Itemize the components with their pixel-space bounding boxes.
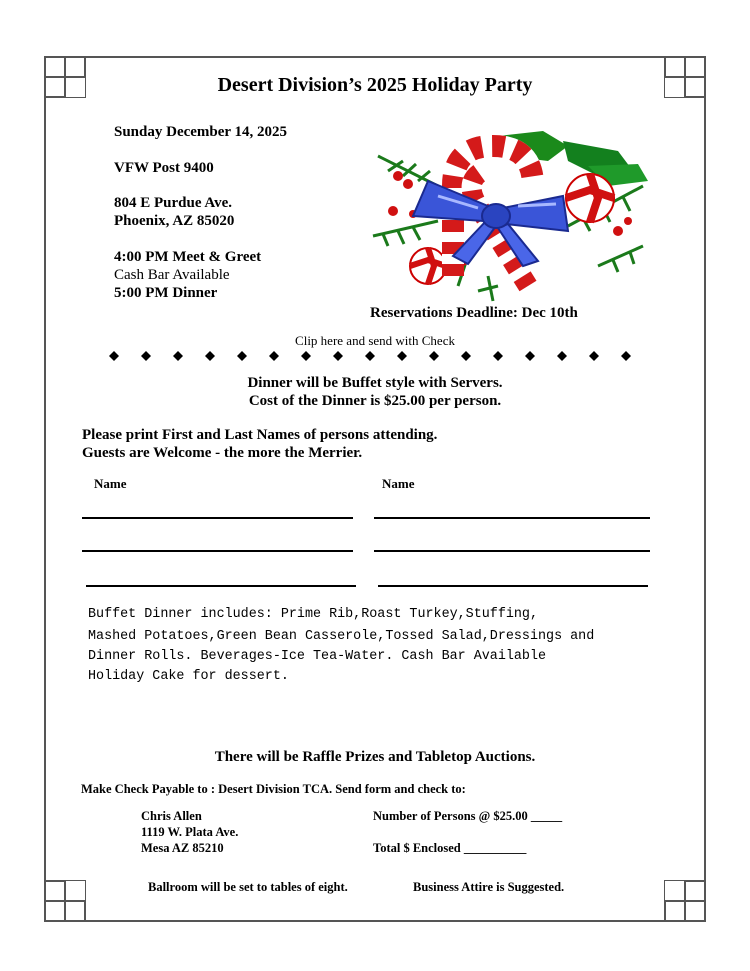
divider-diamond: [589, 351, 599, 361]
meet-greet-time: 4:00 PM Meet & Greet: [114, 249, 262, 265]
total-enclosed-field[interactable]: Total $ Enclosed __________: [373, 841, 527, 855]
name-line[interactable]: [378, 585, 648, 587]
divider-diamond: [557, 351, 567, 361]
payable-instruction: Make Check Payable to : Desert Division TCA. Send form and check to:: [81, 782, 466, 796]
name-line[interactable]: [82, 550, 353, 552]
raffle-note: There will be Raffle Prizes and Tabletop Auctions.: [214, 749, 536, 765]
divider-diamond: [525, 351, 535, 361]
corner-ornament-bottom-left: [44, 880, 86, 922]
buffet-menu-line: Dinner Rolls. Beverages-Ice Tea-Water. Cash Bar Available: [88, 649, 547, 664]
divider-diamond: [205, 351, 215, 361]
reservations-deadline: Reservations Deadline: Dec 10th: [370, 305, 578, 321]
name-header-left: Name: [94, 476, 127, 491]
divider-diamond: [493, 351, 503, 361]
divider-diamond: [429, 351, 439, 361]
recipient-city: Mesa AZ 85210: [141, 841, 224, 855]
buffet-menu-line: Mashed Potatoes,Green Bean Casserole,Tossed Salad,Dressings and: [88, 629, 595, 644]
divider-diamond: [173, 351, 183, 361]
divider-diamond: [621, 351, 631, 361]
name-header-right: Name: [382, 476, 415, 491]
divider-diamond: [365, 351, 375, 361]
name-line[interactable]: [82, 517, 353, 519]
clip-instruction: Clip here and send with Check: [295, 333, 455, 348]
name-line[interactable]: [374, 517, 650, 519]
divider-diamond: [301, 351, 311, 361]
dinner-time: 5:00 PM Dinner: [114, 285, 218, 301]
recipient-name: Chris Allen: [141, 809, 202, 823]
event-venue: VFW Post 9400: [114, 160, 214, 176]
page-title: Desert Division’s 2025 Holiday Party: [217, 74, 533, 96]
divider-diamond: [333, 351, 343, 361]
divider-diamond: [141, 351, 151, 361]
divider-diamond: [461, 351, 471, 361]
divider-diamond: [109, 351, 119, 361]
corner-ornament-bottom-right: [664, 880, 706, 922]
dinner-cost: Cost of the Dinner is $25.00 per person.: [248, 393, 502, 409]
dinner-style: Dinner will be Buffet style with Servers.: [247, 375, 503, 391]
buffet-menu-line: Holiday Cake for dessert.: [88, 669, 289, 684]
seating-note: Ballroom will be set to tables of eight.: [148, 880, 348, 894]
divider-diamond: [269, 351, 279, 361]
divider-diamond: [397, 351, 407, 361]
number-of-persons-field[interactable]: Number of Persons @ $25.00 _____: [373, 809, 563, 823]
clip-divider: [105, 347, 645, 365]
guests-welcome-note: Guests are Welcome - the more the Merrier.: [82, 445, 363, 461]
recipient-street: 1119 W. Plata Ave.: [141, 825, 239, 839]
attire-note: Business Attire is Suggested.: [413, 880, 565, 894]
print-names-instruction: Please print First and Last Names of persons attending.: [82, 427, 438, 443]
event-date: Sunday December 14, 2025: [114, 124, 288, 140]
cash-bar-note: Cash Bar Available: [114, 267, 230, 283]
divider-diamond: [237, 351, 247, 361]
name-line[interactable]: [86, 585, 356, 587]
venue-street: 804 E Purdue Ave.: [114, 195, 233, 211]
buffet-menu-line: Buffet Dinner includes: Prime Rib,Roast Turkey,Stuffing,: [88, 607, 538, 622]
name-line[interactable]: [374, 550, 650, 552]
candy-cane-illustration: [368, 126, 650, 302]
venue-city: Phoenix, AZ 85020: [114, 213, 235, 229]
